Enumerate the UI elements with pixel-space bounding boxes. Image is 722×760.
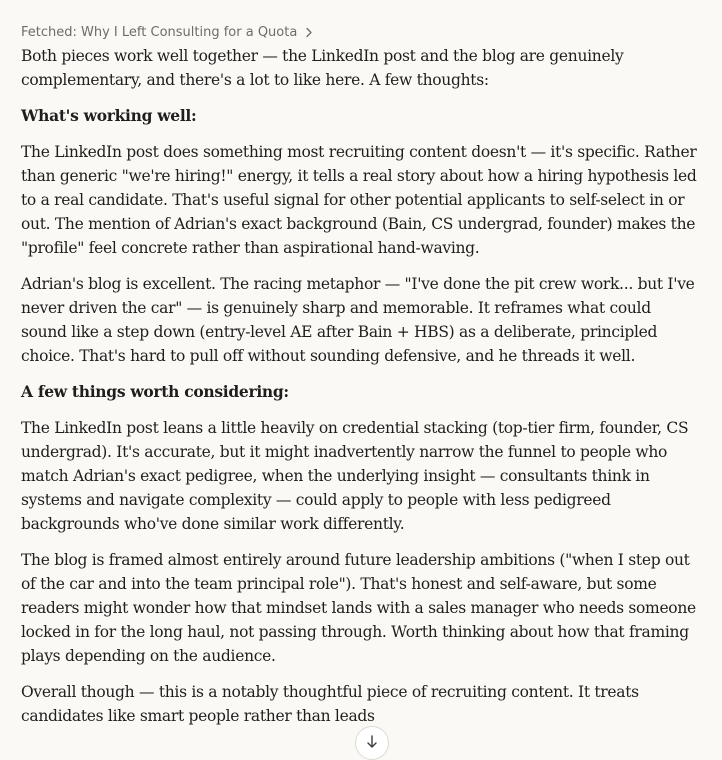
assistant-message: [21, 0, 701, 740]
framing-paragraph: The blog is framed almost entirely around future leadership ambitions ("when I step out of the car and into the team principal role"). That's honest and self-aware, but some readers might wonder how that mindset lands with a sales manager who needs someone locked in for the long haul, not passing through. Worth thinking about how that framing plays depending on the audience.: [21, 551, 696, 665]
fetched-source-link[interactable]: [21, 22, 701, 42]
scroll-to-bottom-button[interactable]: [355, 726, 389, 760]
blog-paragraph: Adrian's blog is excellent. The racing metaphor — "I've done the pit crew work... but I've never driven the car" — is genuinely sharp and memorable. It reframes what could sound like a step down (entry-level AE after Bain + HBS) as a deliberate, principled choice. That's hard to pull off without sounding defensive, and he threads it well.: [21, 275, 695, 365]
fetched-source-label: Fetched: Why I Left Consulting for a Quota: [21, 24, 298, 40]
linkedin-paragraph: The LinkedIn post does something most recruiting content doesn't — it's specific. Rather than generic "we're hiring!" energy, it tells a real story about how a hiring hypothesis led to a real candidate. That's useful signal for other potential applicants to self-select in or out. The mention of Adrian's exact background (Bain, CS undergrad, founder) makes the "profile" feel concrete rather than aspirational hand-waving.: [21, 143, 697, 257]
arrow-down-icon: [366, 735, 378, 754]
heading-working-well-text: What's working well:: [21, 106, 197, 125]
overall-paragraph: Overall though — this is a notably thoughtful piece of recruiting content. It treats candidates like smart people rather than leads: [21, 683, 639, 725]
credentials-paragraph: The LinkedIn post leans a little heavily on credential stacking (top-tier firm, founder, CS undergrad). It's accurate, but it might inadvertently narrow the funnel to people who match Adrian's exact pedigree, when the underlying insight — consultants think in systems and navigate complexity — could apply to people with less pedigreed backgrounds who've done similar work differently.: [21, 419, 689, 533]
heading-worth-considering-text: A few things worth considering:: [21, 382, 289, 401]
heading-worth-considering: [21, 380, 701, 404]
chevron-right-icon: [305, 27, 313, 38]
heading-working-well: [21, 104, 701, 128]
intro-paragraph: Both pieces work well together — the LinkedIn post and the blog are genuinely complementary, and there's a lot to like here. A few thoughts:: [21, 47, 624, 89]
